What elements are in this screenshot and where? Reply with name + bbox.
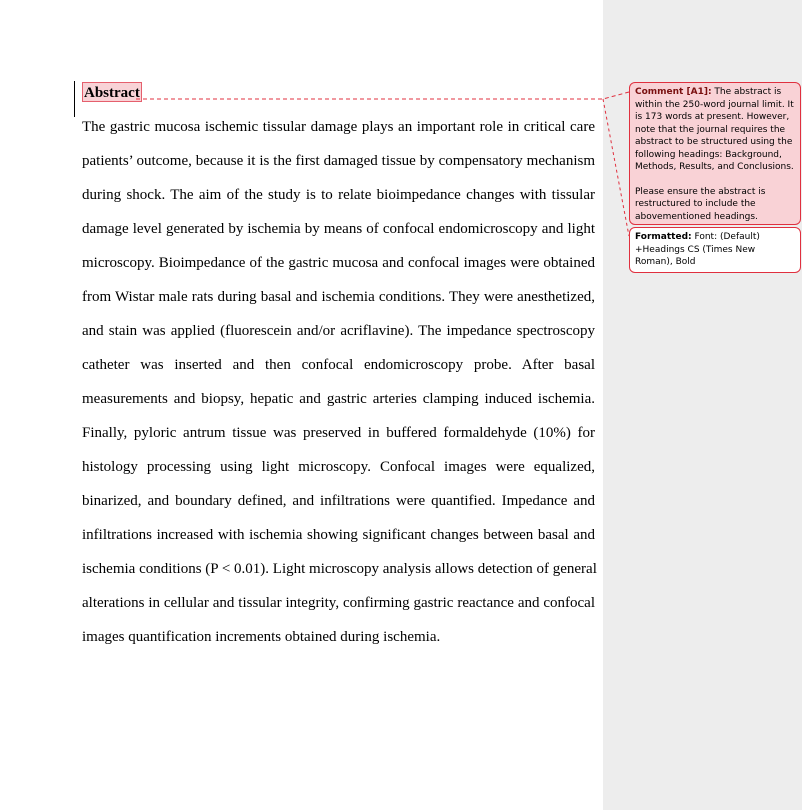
- formatted-balloon[interactable]: [629, 227, 801, 273]
- formatted-label: Formatted:: [635, 232, 692, 242]
- text-line: and stain was applied (fluorescein and/or acriflavine). The impedance spectroscopy: [82, 323, 595, 339]
- text-line: during shock. The aim of the study is to relate bioimpedance changes with tissular: [82, 187, 595, 203]
- comment-label: Comment [A1]:: [635, 87, 712, 97]
- abstract-heading[interactable]: Abstract: [82, 82, 142, 102]
- abstract-body[interactable]: [82, 110, 595, 654]
- text-line: alterations in cellular and tissular integrity, confirming gastric reactance and confocal: [82, 595, 595, 611]
- text-line: Finally, pyloric antrum tissue was preserved in buffered formaldehyde (10%) for: [82, 425, 595, 441]
- comment-first-paragraph: [635, 86, 795, 174]
- comment-balloon[interactable]: [629, 82, 801, 225]
- text-line: infiltrations increased with ischemia showing significant changes between basal and: [82, 527, 595, 543]
- comment-text-2: Please ensure the abstract is restructured to include the abovementioned headings.: [635, 186, 766, 222]
- text-line: damage level generated by ischemia by means of confocal endomicroscopy and light: [82, 221, 595, 237]
- text-line: catheter was inserted and then confocal endomicroscopy probe. After basal: [82, 357, 595, 373]
- text-line: The gastric mucosa ischemic tissular damage plays an important role in critical care: [82, 119, 595, 135]
- text-line: measurements and biopsy, hepatic and gastric arteries clamping induced ischemia.: [82, 391, 595, 407]
- change-bar: [74, 81, 75, 117]
- text-line: binarized, and boundary defined, and infiltrations were quantified. Impedance and: [82, 493, 595, 509]
- text-line: ischemia conditions (P < 0.01). Light microscopy analysis allows detection of general: [82, 561, 597, 577]
- comment-text: The abstract is within the 250-word journal limit. It is 173 words at present. However, note that the journal requires the abstract to be structured using the following headings: Background, Methods, Results, and Conclusions.: [635, 87, 794, 172]
- formatted-text: Font: (Default) +Headings CS (Times New Roman), Bold: [635, 232, 760, 267]
- text-line: images quantification increments obtained during ischemia.: [82, 629, 441, 645]
- text-line: histology processing using light microscopy. Confocal images were equalized,: [82, 459, 595, 475]
- paragraph-gap: [635, 174, 795, 186]
- text-line: from Wistar male rats during basal and ischemia conditions. They were anesthetized,: [82, 289, 595, 305]
- text-line: microscopy. Bioimpedance of the gastric mucosa and confocal images were obtained: [82, 255, 595, 271]
- text-line: patients’ outcome, because it is the first damaged tissue by compensatory mechanism: [82, 153, 595, 169]
